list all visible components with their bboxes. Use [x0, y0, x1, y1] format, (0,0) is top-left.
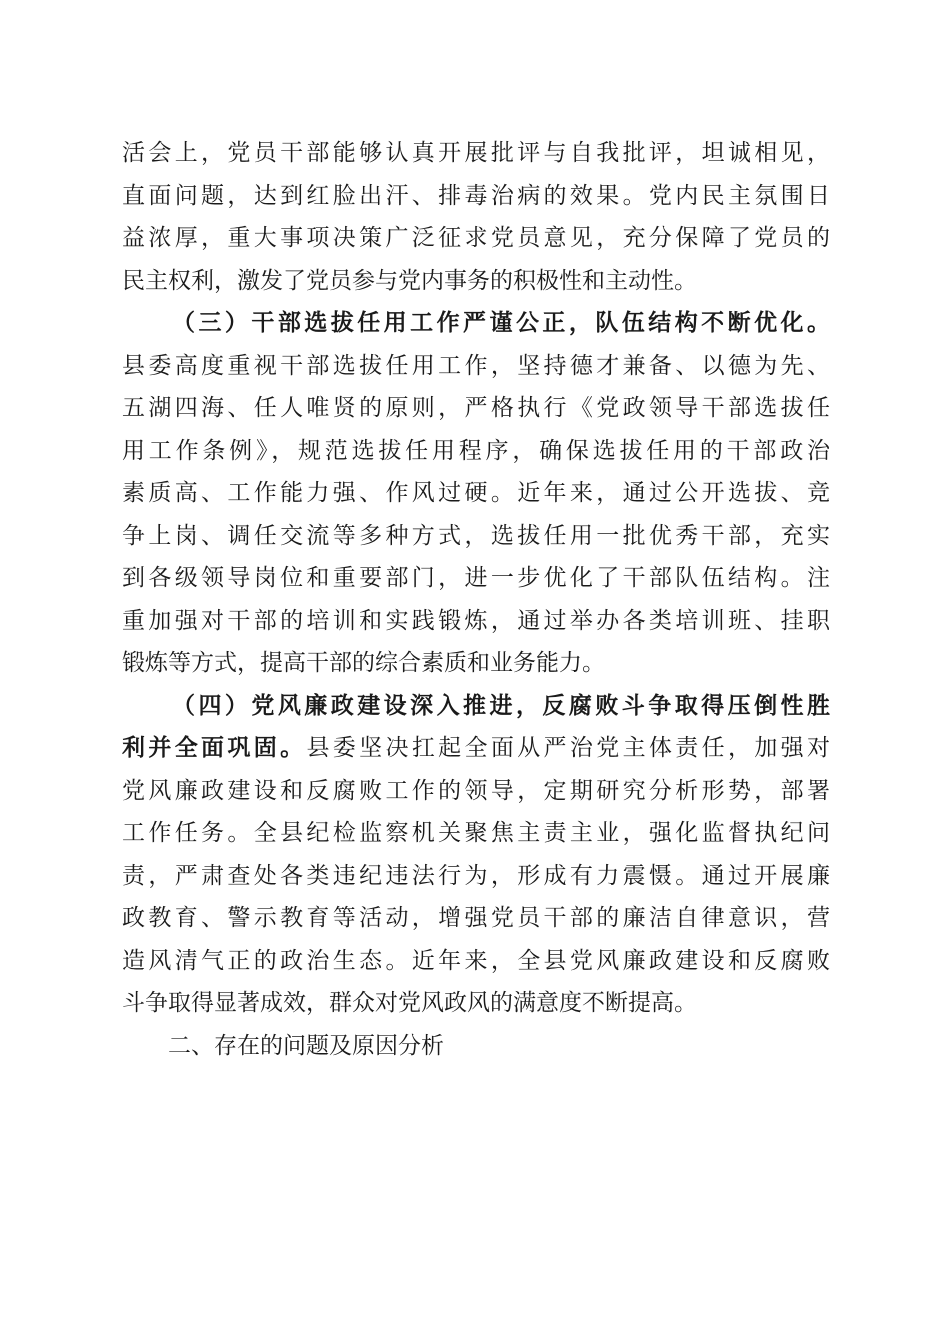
paragraph-continuation — [122, 132, 830, 302]
subsection-heading: （四）党风廉政建设深入推进，反腐败斗争取得压倒性胜 — [172, 691, 830, 719]
text-line: 政教育、警示教育等活动，增强党员干部的廉洁自律意识，营 — [122, 905, 830, 931]
section-heading: 二、存在的问题及原因分析 — [168, 1032, 444, 1059]
text-line: 活会上，党员干部能够认真开展批评与自我批评，坦诚相见， — [122, 140, 830, 166]
text-line: 斗争取得显著成效，群众对党风政风的满意度不断提高。 — [122, 990, 697, 1016]
subsection-heading: （三）干部选拔任用工作严谨公正，队伍结构不断优化。 — [172, 309, 830, 336]
text-line: 责，严肃查处各类违纪违法行为，形成有力震慑。通过开展廉 — [122, 862, 830, 889]
text-line: 造风清气正的政治生态。近年来，全县党风廉政建设和反腐败 — [122, 947, 830, 974]
text-line: 直面问题，达到红脸出汗、排毒治病的效果。党内民主氛围日 — [122, 182, 830, 209]
text-line: 工作任务。全县纪检监察机关聚焦主责主业，强化监督执纪问 — [122, 820, 830, 846]
text-line: 县委高度重视干部选拔任用工作，坚持德才兼备、以德为先、 — [122, 352, 830, 379]
subsection-heading-tail: 利并全面巩固。 — [122, 734, 307, 761]
paragraph-anti-corruption — [122, 685, 830, 1025]
text-line: 重加强对干部的培训和实践锻炼，通过举办各类培训班、挂职 — [122, 607, 830, 634]
text-line: 益浓厚，重大事项决策广泛征求党员意见，充分保障了党员的 — [122, 225, 830, 251]
text-line — [122, 727, 830, 770]
text-line: 五湖四海、任人唯贤的原则，严格执行《党政领导干部选拔任 — [122, 395, 830, 421]
text-line: 民主权利，激发了党员参与党内事务的积极性和主动性。 — [122, 267, 697, 294]
text-line: 到各级领导岗位和重要部门，进一步优化了干部队伍结构。注 — [122, 565, 830, 591]
text-line: 素质高、工作能力强、作风过硬。近年来，通过公开选拔、竞 — [122, 480, 830, 506]
text-segment: 县委坚决扛起全面从严治党主体责任，加强对 — [306, 735, 831, 761]
text-line: 用工作条例》，规范选拔任用程序，确保选拔任用的干部政治 — [122, 437, 830, 464]
paragraph-cadre-selection — [122, 302, 830, 685]
text-line: 争上岗、调任交流等多种方式，选拔任用一批优秀干部，充实 — [122, 522, 830, 549]
text-line: 党风廉政建设和反腐败工作的领导，定期研究分析形势，部署 — [122, 777, 830, 804]
text-line: 锻炼等方式，提高干部的综合素质和业务能力。 — [122, 650, 605, 676]
document-body — [122, 132, 830, 1067]
